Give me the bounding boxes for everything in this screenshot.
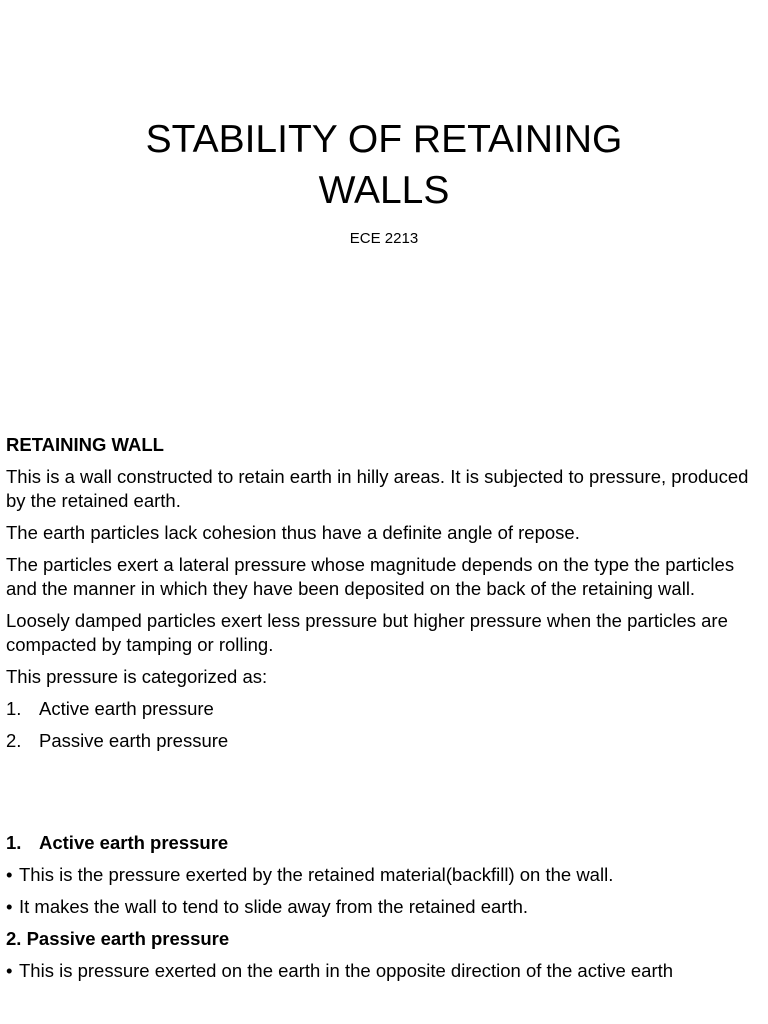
paragraph: Loosely damped particles exert less pressure but higher pressure when the particles are compacted by tamping or rolling.	[6, 610, 728, 655]
retaining-wall-heading: RETAINING WALL	[6, 434, 164, 455]
numbered-list-item	[6, 729, 758, 753]
bullet-item	[6, 895, 758, 919]
bullet-icon: •	[6, 896, 13, 917]
title-line-2: WALLS	[318, 169, 450, 212]
heading-text: Active earth pressure	[39, 832, 229, 853]
title-line-1: STABILITY OF RETAINING	[145, 118, 623, 161]
passive-pressure-heading: 2. Passive earth pressure	[6, 928, 230, 949]
paragraph: This pressure is categorized as:	[6, 666, 268, 687]
bullet-text: It makes the wall to tend to slide away from the retained earth.	[19, 896, 529, 917]
bullet-text: This is pressure exerted on the earth in the opposite direction of the active earth	[19, 960, 674, 981]
bullet-item	[6, 863, 758, 887]
slide-subtitle: ECE 2213	[349, 230, 419, 247]
paragraph: The earth particles lack cohesion thus have a definite angle of repose.	[6, 522, 580, 543]
list-number: 2.	[6, 730, 22, 751]
list-item-text: Passive earth pressure	[39, 730, 229, 751]
bullet-icon: •	[6, 864, 13, 885]
paragraph: This is a wall constructed to retain earth in hilly areas. It is subjected to pressure, produced by the retained earth.	[6, 466, 749, 511]
slide-title	[0, 114, 768, 216]
list-item-text: Active earth pressure	[39, 698, 214, 719]
paragraph: The particles exert a lateral pressure whose magnitude depends on the type the particles and the manner in which they have been deposited on the back of the retaining wall.	[6, 554, 735, 599]
bullet-text: This is the pressure exerted by the retained material(backfill) on the wall.	[19, 864, 614, 885]
list-number: 1.	[6, 698, 22, 719]
bullet-item	[6, 959, 758, 983]
section-gap	[6, 761, 758, 831]
list-number: 1.	[6, 832, 22, 853]
active-pressure-heading	[6, 831, 758, 855]
content-body	[6, 433, 758, 991]
bullet-icon: •	[6, 960, 13, 981]
numbered-list-item	[6, 697, 758, 721]
